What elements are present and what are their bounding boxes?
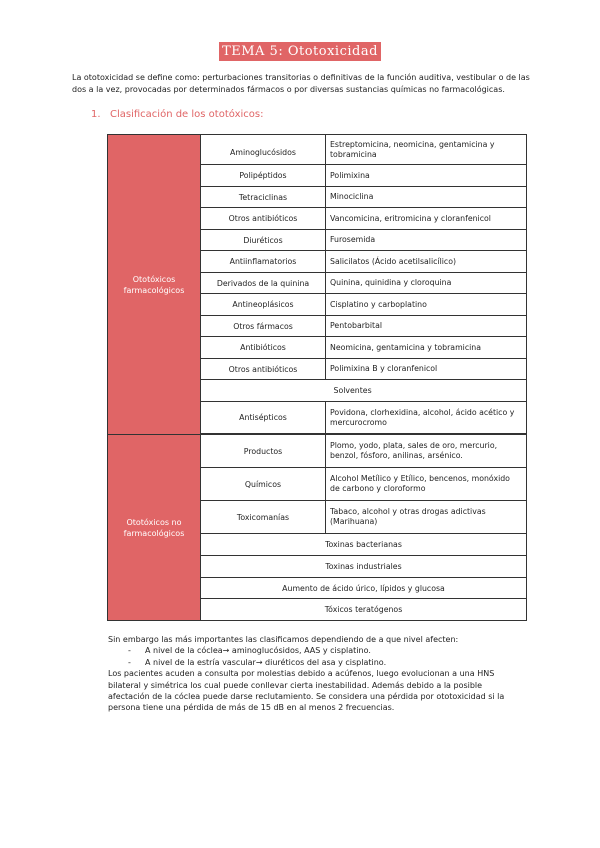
full-row-cell: Tóxicos teratógenos xyxy=(201,599,527,621)
category-cell: Productos xyxy=(201,435,326,468)
category-cell: Toxicomanías xyxy=(201,501,326,534)
solventes-cell: Solventes xyxy=(326,380,527,402)
category-cell: Antiinflamatorios xyxy=(201,251,326,273)
title-container xyxy=(0,40,600,61)
group-no-farmacologicos: Ototóxicos no farmacológicos xyxy=(108,435,201,621)
examples-cell: Polimixina xyxy=(326,165,527,187)
category-cell: Tetraciclinas xyxy=(201,187,326,208)
full-row-cell: Aumento de ácido úrico, lípidos y glucosa xyxy=(201,578,527,599)
category-cell: Otros antibióticos xyxy=(201,359,326,380)
section-number: 1. xyxy=(91,109,101,120)
list-item xyxy=(108,657,518,668)
category-cell: Otros antibióticos xyxy=(201,208,326,230)
examples-cell: Salicilatos (Ácido acetilsalicílico) xyxy=(326,251,527,273)
category-cell: Antibióticos xyxy=(201,337,326,359)
bottom-lead: Sin embargo las más importantes las clasificamos dependiendo de a que nivel afecten: xyxy=(108,635,459,644)
bottom-paragraph: Los pacientes acuden a consulta por molestias debido a acúfenos, luego evolucionan a una HNS bilateral y simétrica los cual puede conllevar cierta inestabilidad. Además debido a la posible afectación de la cóclea puede darse reclutamiento. Se considera una pérdida por ototoxicidad si la persona tiene una pérdida de más de 15 dB en al menos 2 frecuencias. xyxy=(108,669,505,713)
table-row xyxy=(108,435,527,468)
table-row xyxy=(108,135,527,165)
examples-cell: Quinina, quinidina y cloroquina xyxy=(326,273,527,294)
bottom-text xyxy=(108,634,518,714)
examples-cell: Cisplatino y carboplatino xyxy=(326,294,527,316)
bullet-text: A nivel de la estría vascular→ diuréticos del asa y cisplatino. xyxy=(145,657,387,667)
section-title: Clasificación de los ototóxicos: xyxy=(110,109,264,120)
bullet-marker: - xyxy=(128,657,131,667)
full-row-cell: Toxinas industriales xyxy=(201,556,527,578)
category-cell: Aminoglucósidos xyxy=(201,135,326,165)
category-cell: Otros fármacos xyxy=(201,316,326,337)
category-cell: Diuréticos xyxy=(201,230,326,251)
examples-cell: Plomo, yodo, plata, sales de oro, mercurio, benzol, fósforo, anilinas, arsénico. xyxy=(326,435,527,468)
full-row-cell: Toxinas bacterianas xyxy=(201,534,527,556)
category-cell: Polipéptidos xyxy=(201,165,326,187)
examples-cell: Pentobarbital xyxy=(326,316,527,337)
section-heading xyxy=(91,109,263,120)
examples-cell: Vancomicina, eritromicina y cloranfenicol xyxy=(326,208,527,230)
page-title: TEMA 5: Ototoxicidad xyxy=(219,42,381,61)
examples-cell: Povidona, clorhexidina, alcohol, ácido acético y mercurocromo xyxy=(326,402,527,434)
category-cell: Derivados de la quinina xyxy=(201,273,326,294)
bullet-text: A nivel de la cóclea→ aminoglucósidos, AAS y cisplatino. xyxy=(145,646,371,656)
examples-cell: Tabaco, alcohol y otras drogas adictivas (Marihuana) xyxy=(326,501,527,534)
ototoxic-classification-table xyxy=(107,134,527,621)
category-cell: Antineoplásicos xyxy=(201,294,326,316)
examples-cell: Polimixina B y cloranfenicol xyxy=(326,359,527,380)
intro-paragraph: La ototoxicidad se define como: perturbaciones transitorias o definitivas de la función auditiva, vestibular o de las dos a la vez, provocadas por determinados fármacos o por diversas sustancias químicas no farmacológicas. xyxy=(72,73,530,94)
examples-cell: Minociclina xyxy=(326,187,527,208)
empty-cell xyxy=(201,380,326,402)
examples-cell: Alcohol Metílico y Etílico, bencenos, monóxido de carbono y cloroformo xyxy=(326,468,527,501)
category-cell: Antisépticos xyxy=(201,402,326,434)
examples-cell: Estreptomicina, neomicina, gentamicina y tobramicina xyxy=(326,135,527,165)
group-farmacologicos: Ototóxicos farmacológicos xyxy=(108,135,201,435)
bullet-marker: - xyxy=(128,646,131,656)
list-item xyxy=(108,645,518,656)
category-cell: Químicos xyxy=(201,468,326,501)
examples-cell: Furosemida xyxy=(326,230,527,251)
examples-cell: Neomicina, gentamicina y tobramicina xyxy=(326,337,527,359)
